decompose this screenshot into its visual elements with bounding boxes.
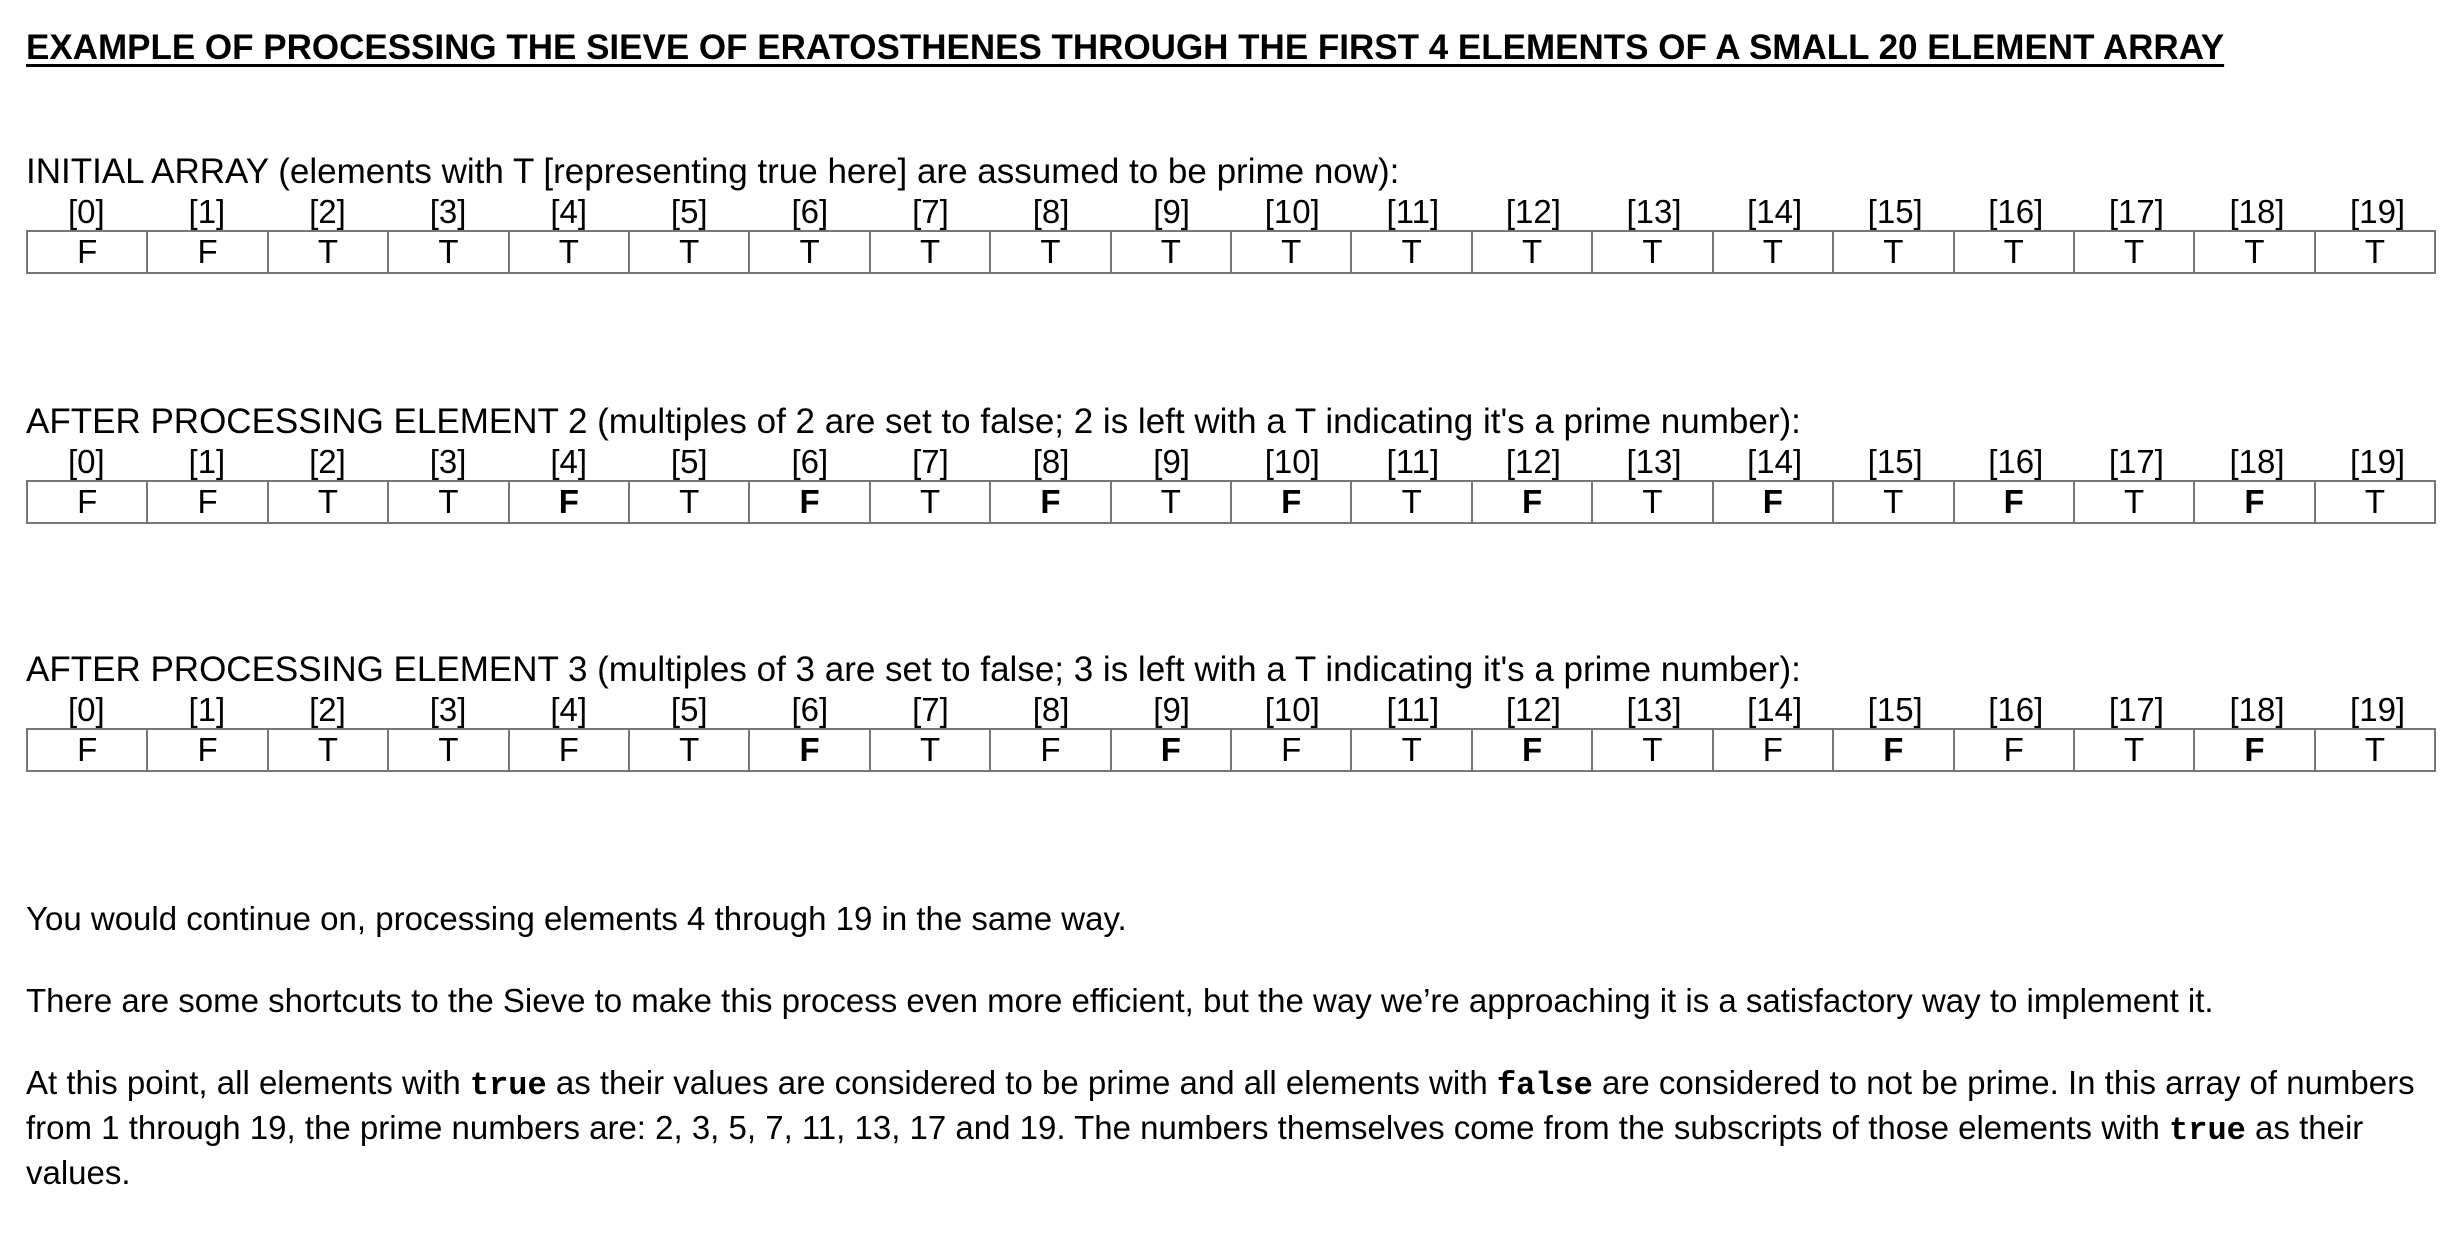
index-row [26,690,2438,728]
array-cell: T [750,232,870,272]
array-cell: T [871,482,991,522]
document-title: EXAMPLE OF PROCESSING THE SIEVE OF ERATOSTHENES THROUGH THE FIRST 4 ELEMENTS OF A SMALL 20 ELEMENT ARRAY [26,28,2225,67]
array-cell: T [389,482,509,522]
section-caption: INITIAL ARRAY (elements with T [representing true here] are assumed to be prime now): [26,152,1400,191]
array-index-label: [7] [912,691,949,728]
array-cell: T [1473,232,1593,272]
array-cell: T [269,482,389,522]
array-index-label: [19] [2350,691,2406,728]
array-index-label: [9] [1153,691,1190,728]
array-index-label: [4] [550,691,588,728]
array-index-label: [0] [67,443,105,480]
array-cell: T [1834,232,1954,272]
array-cell: T [1112,232,1232,272]
paragraph-text: At this point, all elements with [26,1064,470,1101]
array-cell: F [750,730,870,770]
code-true: true [2169,1112,2246,1149]
array-index-label: [3] [429,193,467,230]
array-cell: F [1232,482,1352,522]
array-index-label: [9] [1153,443,1190,480]
array-index-label: [14] [1747,691,1803,728]
array-index-label: [18] [2229,193,2285,230]
array-index-label: [2] [309,193,346,230]
array-index-label: [15] [1867,193,1923,230]
array-index-label: [8] [1032,443,1070,480]
array-index-label: [7] [912,193,949,230]
array-index-label: [17] [2108,691,2164,728]
array-cell: T [1352,232,1472,272]
array-cell: F [148,730,268,770]
array-cell: F [148,482,268,522]
array-cell: F [1714,730,1834,770]
array-cell: T [389,232,509,272]
array-index-label: [3] [429,443,467,480]
paragraph-shortcuts: There are some shortcuts to the Sieve to make this process even more efficient, but the way we’re approaching it is a satisfactory way to implement it. [26,982,2214,1019]
array-cell: F [510,482,630,522]
array-cell: F [1112,730,1232,770]
array-row [26,728,2436,772]
array-index-label: [13] [1626,691,1682,728]
array-cell: F [1473,730,1593,770]
array-cell: F [991,730,1111,770]
array-row [26,230,2436,274]
array-cell: F [28,730,148,770]
array-cell: T [2075,232,2195,272]
array-index-label: [8] [1032,193,1070,230]
array-index-label: [1] [188,691,226,728]
array-cell: F [1714,482,1834,522]
array-index-label: [3] [429,691,467,728]
array-cell: T [1955,232,2075,272]
array-cell: T [871,232,991,272]
array-index-label: [14] [1747,193,1803,230]
array-index-label: [10] [1264,193,1320,230]
array-cell: T [269,730,389,770]
section-caption: AFTER PROCESSING ELEMENT 2 (multiples of 2 are set to false; 2 is left with a T indicating it's a prime number): [26,402,1801,441]
array-index-label: [4] [550,193,588,230]
document-page [26,26,2438,1191]
array-index-label: [7] [912,443,949,480]
array-index-label: [17] [2108,443,2164,480]
array-index-label: [18] [2229,443,2285,480]
array-cell: F [1232,730,1352,770]
section-caption: AFTER PROCESSING ELEMENT 3 (multiples of 3 are set to false; 3 is left with a T indicating it's a prime number): [26,650,1801,689]
array-index-label: [12] [1505,193,1561,230]
array-cell: T [510,232,630,272]
array-index-label: [10] [1264,691,1320,728]
array-index-label: [16] [1988,691,2044,728]
paragraph-text: are considered to not be prime. In this array of numbers from 1 through 19, the prime numbers are: 2, 3, 5, 7, 11, 13, 17 and 19. The numbers themselves come from the subscripts of those elements with [26,1064,2415,1146]
array-cell: F [991,482,1111,522]
array-index-label: [8] [1032,691,1070,728]
index-row [26,442,2438,480]
array-index-label: [11] [1386,691,1440,728]
array-section-after-3 [26,650,2438,772]
array-cell: T [630,730,750,770]
array-cell: F [148,232,268,272]
array-index-label: [6] [791,691,829,728]
array-cell: T [1352,482,1472,522]
array-cell: T [2075,730,2195,770]
array-index-label: [16] [1988,443,2044,480]
array-cell: T [630,232,750,272]
array-index-label: [17] [2108,193,2164,230]
array-index-label: [14] [1747,443,1803,480]
array-index-label: [0] [67,193,105,230]
array-cell: T [991,232,1111,272]
array-index-label: [11] [1386,443,1440,480]
array-index-label: [19] [2350,193,2406,230]
array-index-label: [15] [1867,443,1923,480]
array-index-label: [15] [1867,691,1923,728]
array-cell: T [1232,232,1352,272]
array-cell: F [2195,730,2315,770]
array-cell: F [28,482,148,522]
array-index-label: [12] [1505,691,1561,728]
array-index-label: [1] [188,193,226,230]
array-index-label: [16] [1988,193,2044,230]
array-cell: T [1352,730,1472,770]
paragraph-text: as their values are considered to be prime and all elements with [546,1064,1497,1101]
array-cell: T [2075,482,2195,522]
array-cell: T [1112,482,1232,522]
array-cell: F [510,730,630,770]
array-cell: T [1714,232,1834,272]
array-cell: T [2364,483,2385,520]
array-index-label: [2] [309,691,346,728]
index-row [26,192,2438,230]
array-index-label: [11] [1386,193,1440,230]
array-index-label: [6] [791,443,829,480]
array-row [26,480,2436,524]
array-index-label: [2] [309,443,346,480]
array-section-after-2 [26,402,2438,524]
array-cell: T [2195,232,2315,272]
array-cell: F [1834,730,1954,770]
array-index-label: [19] [2350,443,2406,480]
array-index-label: [1] [188,443,226,480]
array-cell: T [2364,233,2385,270]
array-index-label: [5] [670,691,708,728]
paragraph-text: as their values. [26,1109,2364,1191]
array-index-label: [13] [1626,443,1682,480]
array-cell: T [2364,731,2385,768]
array-cell: F [2195,482,2315,522]
array-index-label: [5] [670,193,708,230]
array-index-label: [18] [2229,691,2285,728]
array-cell: T [269,232,389,272]
array-index-label: [4] [550,443,588,480]
array-cell: F [1473,482,1593,522]
array-cell: T [389,730,509,770]
code-false: false [1496,1067,1593,1104]
array-index-label: [9] [1153,193,1190,230]
array-cell: T [871,730,991,770]
array-cell: T [1593,482,1713,522]
paragraph-conclusion [26,1062,2438,1194]
array-section-initial [26,152,2438,274]
array-cell: F [1955,482,2075,522]
array-index-label: [6] [791,193,829,230]
paragraph-continue: You would continue on, processing elements 4 through 19 in the same way. [26,900,1127,937]
array-cell: T [1593,232,1713,272]
code-true: true [469,1067,547,1104]
array-cell: T [1834,482,1954,522]
array-cell: F [750,482,870,522]
array-cell: F [1955,730,2075,770]
array-cell: F [28,232,148,272]
array-index-label: [13] [1626,193,1682,230]
array-index-label: [0] [67,691,105,728]
array-index-label: [5] [670,443,708,480]
array-index-label: [12] [1505,443,1561,480]
array-cell: T [1593,730,1713,770]
array-cell: T [630,482,750,522]
array-index-label: [10] [1264,443,1320,480]
